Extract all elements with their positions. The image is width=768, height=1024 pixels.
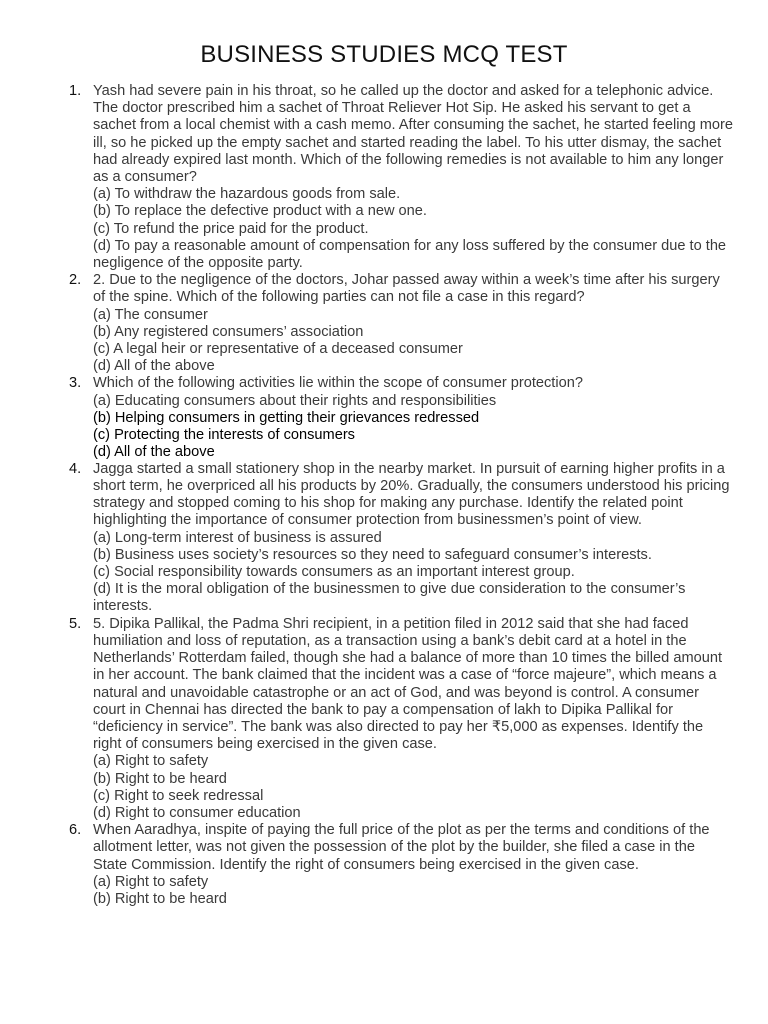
option-a: (a) To withdraw the hazardous goods from sale. — [93, 186, 401, 203]
option-b: (b) To replace the defective product with a new one. — [93, 203, 427, 220]
option-d: (d) All of the above — [93, 358, 215, 375]
option-a: (a) Long-term interest of business is assured — [93, 529, 382, 546]
question-text: 2. Due to the negligence of the doctors, Johar passed away within a week’s time after his surgery of the spine. Which of the following parties can not file a case in this regard? — [93, 272, 720, 306]
option-c: (c) To refund the price paid for the product. — [93, 220, 369, 237]
question-item — [69, 83, 733, 272]
option-a: (a) The consumer — [93, 306, 208, 323]
option-a: (a) Educating consumers about their rights and responsibilities — [93, 392, 497, 409]
question-text: 5. Dipika Pallikal, the Padma Shri recipient, in a petition filed in 2012 said that she had faced humiliation and loss of reputation, as a transaction using a bank’s debit card at a hotel in the Netherlands’ Rotterdam failed, though she had a balance of more than 10 times the billed amount in her account. The bank claimed that the incident was a case of “force majeure”, which means a natural and unavoidable catastrophe or an act of God, and was beyond is control. A consumer court in Chennai has directed the bank to pay a compensation of lakh to Dipika Pallikal for “deficiency in service”. The bank was also directed to pay her ₹5,000 as expenses. Identify the right of consumers being exercised in the given case. — [93, 615, 722, 753]
question-item — [69, 375, 733, 460]
question-item — [69, 822, 733, 908]
option-c: (c) Right to seek redressal — [93, 787, 264, 804]
question-number: 1. — [69, 83, 82, 99]
option-c: (c) Protecting the interests of consumers — [93, 426, 355, 443]
option-c: (c) Social responsibility towards consumers as an important interest group. — [93, 564, 575, 581]
option-c: (c) A legal heir or representative of a deceased consumer — [93, 341, 463, 358]
option-b: (b) Any registered consumers’ association — [93, 323, 364, 340]
question-text: Jagga started a small stationery shop in the nearby market. In pursuit of earning higher profits in a short term, he overpriced all his products by 20%. Gradually, the consumers understood his pricing strategy and stopped coming to his shop for making any purchase. Identify the related point highlighting the importance of consumer protection from businessmen’s point of view. — [93, 460, 730, 529]
question-item — [69, 460, 733, 616]
option-b: (b) Right to be heard — [93, 770, 227, 787]
option-b: (b) Business uses society’s resources so they need to safeguard consumer’s interests. — [93, 546, 652, 563]
question-number: 2. — [69, 272, 82, 289]
option-d: (d) All of the above — [93, 443, 215, 460]
question-list — [69, 83, 733, 908]
question-number: 3. — [69, 375, 82, 392]
option-d: (d) Right to consumer education — [93, 804, 301, 821]
option-b: (b) Helping consumers in getting their grievances redressed — [93, 409, 480, 426]
page-title: BUSINESS STUDIES MCQ TEST — [200, 41, 568, 68]
question-text: When Aaradhya, inspite of paying the full price of the plot as per the terms and conditions of the allotment letter, was not given the possession of the plot by the builder, she filed a case in the State Commission. Identify the right of consumers being exercised in the given case. — [93, 822, 710, 873]
option-b: (b) Right to be heard — [93, 890, 227, 907]
question-text: Yash had severe pain in his throat, so he called up the doctor and asked for a telephonic advice. The doctor prescribed him a sachet of Throat Reliever Hot Sip. He asked his servant to get a sachet from a local chemist with a cash memo. After consuming the sachet, he started feeling more ill, so he picked up the empty sachet and started reading the label. To his utter dismay, the sachet had already expired last month. Which of the following remedies is not available to him any longer as a consumer? — [93, 83, 733, 186]
question-number: 6. — [69, 822, 82, 839]
question-number: 5. — [69, 615, 82, 632]
option-a: (a) Right to safety — [93, 873, 209, 890]
question-number: 4. — [69, 460, 82, 477]
option-a: (a) Right to safety — [93, 753, 209, 770]
question-item — [69, 272, 733, 375]
question-text: Which of the following activities lie within the scope of consumer protection? — [93, 375, 583, 392]
question-item — [69, 615, 733, 822]
option-d: (d) It is the moral obligation of the businessmen to give due consideration to the consumer’s interests. — [93, 581, 686, 615]
option-d: (d) To pay a reasonable amount of compensation for any loss suffered by the consumer due to the negligence of the opposite party. — [93, 237, 727, 272]
